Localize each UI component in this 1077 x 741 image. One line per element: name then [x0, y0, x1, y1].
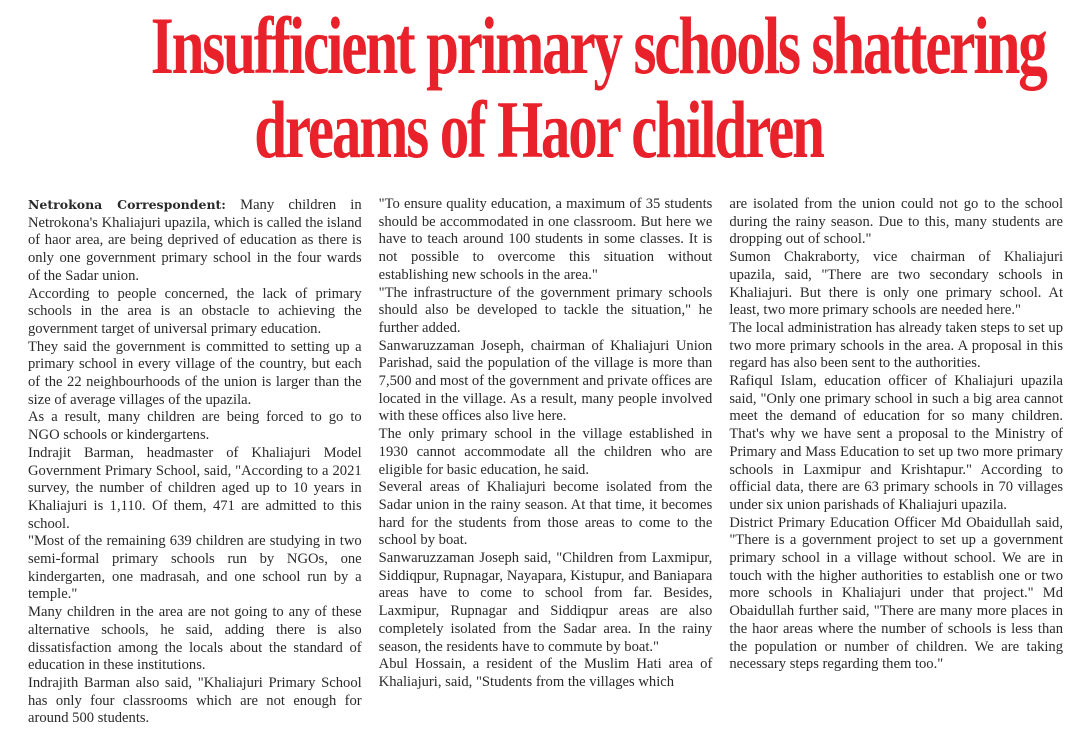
- paragraph: According to people concerned, the lack of primary schools in the area is an obstacle to achieving the government target of universal primary education.: [28, 285, 362, 337]
- article-body: [28, 196, 1063, 741]
- paragraph: Abul Hossain, a resident of the Muslim Hati area of Khaliajuri, said, "Students from the villages which: [378, 656, 713, 690]
- paragraph: As a result, many children are being forced to go to NGO schools or kindergartens.: [28, 409, 362, 444]
- paragraph: Rafiqul Islam, education officer of Khaliajuri upazila said, "Only one primary school in such a big area cannot meet the demand of education for so many children. That's why we have sent a proposal to the Ministry of Primary and Mass Education to set up two more primary schools in Laxmipur and Krishtapur." According to official data, there are 63 primary schools in 70 villages under six union parishads of Khaliajuri upazila.: [729, 373, 1064, 513]
- article-column-2: [379, 196, 713, 741]
- paragraph: Indrajit Barman, headmaster of Khaliajuri Model Government Primary School, said, "According to a 2021 survey, the number of children aged up to 10 years in Khaliajuri is 1,110. Of them, 471 are admitted to this school.: [28, 444, 362, 532]
- paragraph: "Most of the remaining 639 children are studying in two semi-formal primary schools run by NGOs, one kindergarten, one madrasah, and one school run by a temple.": [28, 533, 362, 603]
- paragraph: Sanwaruzzaman Joseph said, "Children from Laxmipur, Siddiqpur, Rupnagar, Nayapara, Kistupur, and Baniapara areas have to come to school from far. Besides, Laxmipur, Rupnagar and Siddiqpur areas are also completely isolated from the Sadar area. In the rainy season, the residents have to commute by boat.": [378, 550, 713, 655]
- paragraph: Several areas of Khaliajuri become isolated from the Sadar union in the rainy season. At that time, it becomes hard for the students from those areas to come to the school by boat.: [378, 479, 713, 549]
- article-column-3: [729, 196, 1063, 741]
- paragraph: are isolated from the union could not go to the school during the rainy season. Due to this, many students are dropping out of school.": [729, 196, 1064, 248]
- paragraph: Sumon Chakraborty, vice chairman of Khaliajuri upazila, said, "There are two secondary schools in Khaliajuri. But there is only one primary school. At least, two more primary schools are needed here.": [729, 249, 1064, 319]
- byline: Netrokona Correspondent:: [28, 197, 226, 212]
- paragraph: Indrajith Barman also said, "Khaliajuri Primary School has only four classrooms which are not enough for around 500 students.: [28, 674, 362, 727]
- paragraph: Many children in the area are not going to any of these alternative schools, he said, adding there is also dissatisfaction among the locals about the standard of education in these institutions.: [28, 604, 362, 674]
- paragraph: "To ensure quality education, a maximum of 35 students should be accommodated in one classroom. But here we have to teach around 100 students in some classes. It is not possible to overcome this situation without establishing new schools in the area.": [378, 196, 713, 283]
- headline: [0, 0, 1077, 175]
- article-column-1: [28, 196, 362, 741]
- paragraph: The only primary school in the village established in 1930 cannot accommodate all the children who are eligible for basic education, he said.: [378, 426, 713, 478]
- paragraph: They said the government is committed to setting up a primary school in every village of the country, but each of the 22 neighbourhoods of the union is larger than the size of average villages of the upazila.: [28, 338, 362, 408]
- paragraph: Sanwaruzzaman Joseph, chairman of Khaliajuri Union Parishad, said the population of the village is more than 7,500 and most of the government and private offices are located in the village. As a result, many people involved with these offices also live here.: [378, 337, 713, 425]
- paragraph: The local administration has already taken steps to set up two more primary schools in the area. A proposal in this regard has also been sent to the authorities.: [729, 319, 1064, 372]
- paragraph: [28, 196, 362, 286]
- paragraph-text: Many children in Netrokona's Khaliajuri upazila, which is called the island of haor area, are being deprived of education as there is only one government primary school in the four wards of the Sadar union.: [28, 197, 362, 284]
- paragraph: "The infrastructure of the government primary schools should also be developed to tackle the situation," he further added.: [378, 284, 713, 336]
- headline-line-2: dreams of Haor children: [254, 84, 823, 175]
- headline-line-1: Insufficient primary schools shattering: [150, 0, 1046, 91]
- paragraph: District Primary Education Officer Md Obaidullah said, "There is a government project to set up a government primary school in a village without school. We are in touch with the higher authorities to establish one or two more schools in Khaliajuri under that project." Md Obaidullah further said, "There are many more places in the haor areas where the number of schools is less than the population or number of children. We are taking necessary steps regarding them too.": [729, 514, 1064, 673]
